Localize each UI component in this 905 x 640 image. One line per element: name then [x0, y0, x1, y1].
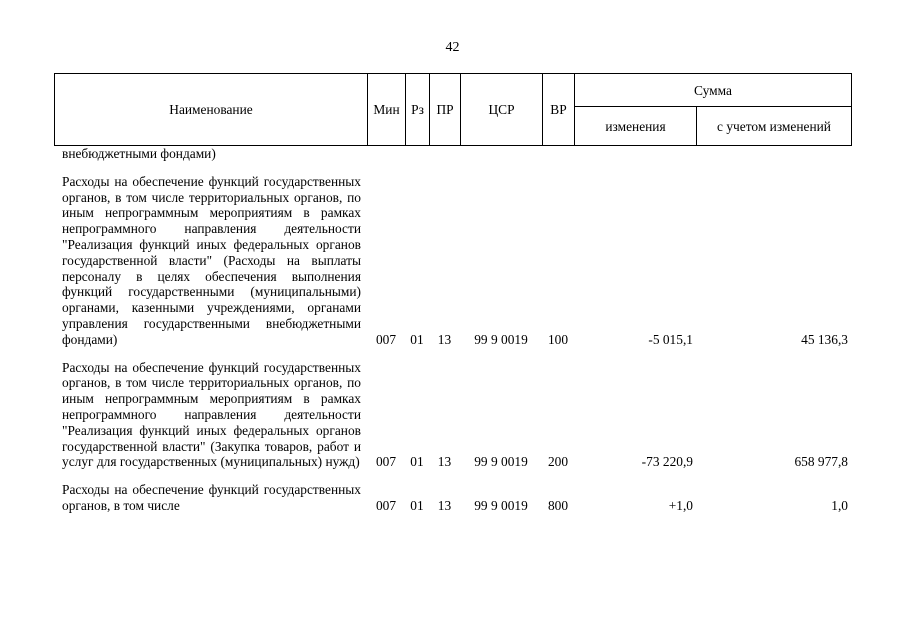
row-csr: 99 9 0019 — [474, 497, 528, 513]
header-vr: ВР — [543, 74, 575, 146]
header-rz: Рз — [406, 74, 430, 146]
header-name: Наименование — [55, 74, 368, 146]
table-row — [54, 482, 851, 514]
row-name: Расходы на обеспечение функций государственных органов, в том числе территориальных органов, по иным непрограммным мероприятиям в рамках непрограммного направления деятельности "Реализация функций иных федеральных органов государственной власти" (Закупка товаров, работ и услуг для государственных (муниципальных) нужд) — [62, 359, 361, 470]
row-pr: 13 — [437, 331, 452, 347]
continuation-row — [54, 146, 851, 162]
table-body — [54, 146, 851, 514]
table-row — [54, 360, 851, 471]
row-pr: 13 — [437, 497, 452, 513]
row-csr: 99 9 0019 — [474, 331, 528, 347]
row-change: -5 015,1 — [648, 331, 693, 347]
row-name: Расходы на обеспечение функций государственных органов, в том числе территориальных органов, по иным непрограммным мероприятиям в рамках непрограммного направления деятельности "Реализация функций иных федеральных органов государственной власти" (Расходы на выплаты персоналу в целях обеспечения выполнения функций государственными (муниципальными) органами, казенными учреждениями, органами управления государственными внебюджетными фондами) — [62, 173, 361, 347]
continuation-text: внебюджетными фондами) — [62, 146, 216, 161]
row-min: 007 — [375, 331, 397, 347]
row-rz: 01 — [410, 497, 424, 513]
header-pr: ПР — [430, 74, 461, 146]
row-min: 007 — [375, 454, 397, 470]
header-with-change: с учетом изменений — [697, 107, 852, 146]
row-with-change: 658 977,8 — [794, 454, 848, 470]
row-rz: 01 — [410, 454, 424, 470]
row-rz: 01 — [410, 331, 424, 347]
header-csr: ЦСР — [461, 74, 543, 146]
row-change: +1,0 — [668, 497, 693, 513]
page-number: 42 — [445, 40, 460, 55]
row-with-change: 1,0 — [831, 497, 848, 513]
row-change: -73 220,9 — [641, 454, 693, 470]
table-row — [54, 174, 851, 348]
row-min: 007 — [375, 497, 397, 513]
row-name: Расходы на обеспечение функций государственных органов, в том числе — [62, 482, 361, 513]
row-pr: 13 — [437, 454, 452, 470]
table-header — [54, 73, 852, 146]
row-csr: 99 9 0019 — [474, 454, 528, 470]
row-vr: 800 — [547, 497, 569, 513]
row-vr: 200 — [547, 454, 569, 470]
row-with-change: 45 136,3 — [801, 331, 848, 347]
header-sum: Сумма — [575, 74, 852, 107]
header-min: Мин — [368, 74, 406, 146]
row-vr: 100 — [547, 331, 569, 347]
header-change: изменения — [575, 107, 697, 146]
